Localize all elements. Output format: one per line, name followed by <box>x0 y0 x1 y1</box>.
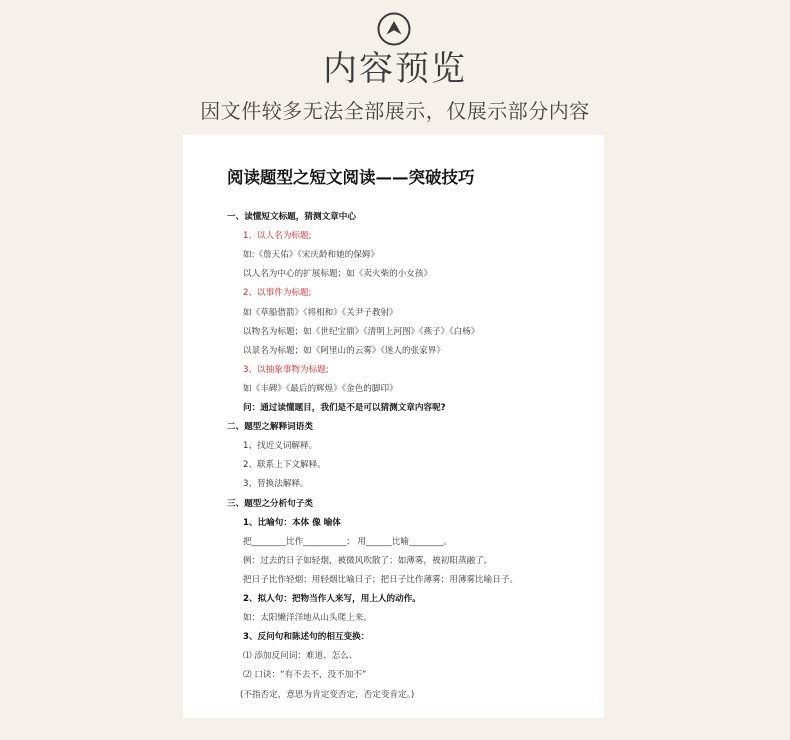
section-heading: 三、题型之分析句子类 <box>227 498 313 509</box>
page-title: 内容预览 <box>323 49 467 89</box>
document-line: 1、比喻句：本体 像 喻体 <box>243 517 341 528</box>
chevron-up-circle-icon <box>377 12 411 46</box>
document-line: 1、以人名为标题; <box>243 231 312 242</box>
document-line: 3、反问句和陈述句的相互变换： <box>243 632 370 643</box>
document-line: ⑵ 口诀：“有不去不，没不加不” <box>243 670 367 681</box>
document-line: 2、拟人句：把物当作人来写，用上人的动作。 <box>243 594 421 604</box>
document-title: 阅读题型之短文阅读——突破技巧 <box>227 168 475 187</box>
document-line: 1、找近义词解释。 <box>243 441 318 452</box>
document-line: 以景名为标题；如《阿里山的云雾》《迷人的张家界》 <box>243 345 445 356</box>
document-line: 3、以抽象事物为标题; <box>243 364 329 375</box>
document-line: 以物名为标题；如《世纪宝鼎》《清明上河图》《燕子》《白杨》 <box>243 326 480 337</box>
document-line: 如《草船借箭》《将相和》《关尹子教射》 <box>243 307 398 318</box>
document-preview-page <box>183 135 604 718</box>
document-line: 以人名为中心的扩展标题；如《卖火柴的小女孩》 <box>243 269 433 280</box>
document-line: 如：太阳懒洋洋地从山头爬上来。 <box>243 613 372 624</box>
section-heading: 二、题型之解释词语类 <box>227 422 313 433</box>
document-line: 2、以事件为标题; <box>243 288 312 299</box>
document-line: 如《丰碑》《最后的辉煌》《金色的脚印》 <box>243 383 398 394</box>
document-line: 把日子比作轻烟；用轻烟比喻日子；把日子比作薄雾；用薄雾比喻日子。 <box>243 574 519 585</box>
document-line: ⑴ 添加反问词：难道、怎么、 <box>243 651 358 662</box>
document-line: 3、替换法解释。 <box>243 479 309 490</box>
document-line: (不指否定，意思为肯定变否定，否定变肯定。) <box>240 689 415 700</box>
section-heading: 一、读懂短文标题，猜测文章中心 <box>227 212 356 222</box>
page-subtitle: 因文件较多无法全部展示，仅展示部分内容 <box>200 99 590 123</box>
document-line: 例：过去的日子如轻烟，被微风吹散了；如薄雾，被初阳蒸融了。 <box>243 555 493 566</box>
document-line: 2、联系上下文解释。 <box>243 460 326 471</box>
document-line: 把________比作__________； 用______比喻________。 <box>243 536 452 547</box>
document-line: 问：通过读懂题目，我们是不是可以猜测文章内容呢? <box>243 403 446 413</box>
document-line: 如:《詹天佑》《宋庆龄和她的保姆》 <box>243 250 380 261</box>
